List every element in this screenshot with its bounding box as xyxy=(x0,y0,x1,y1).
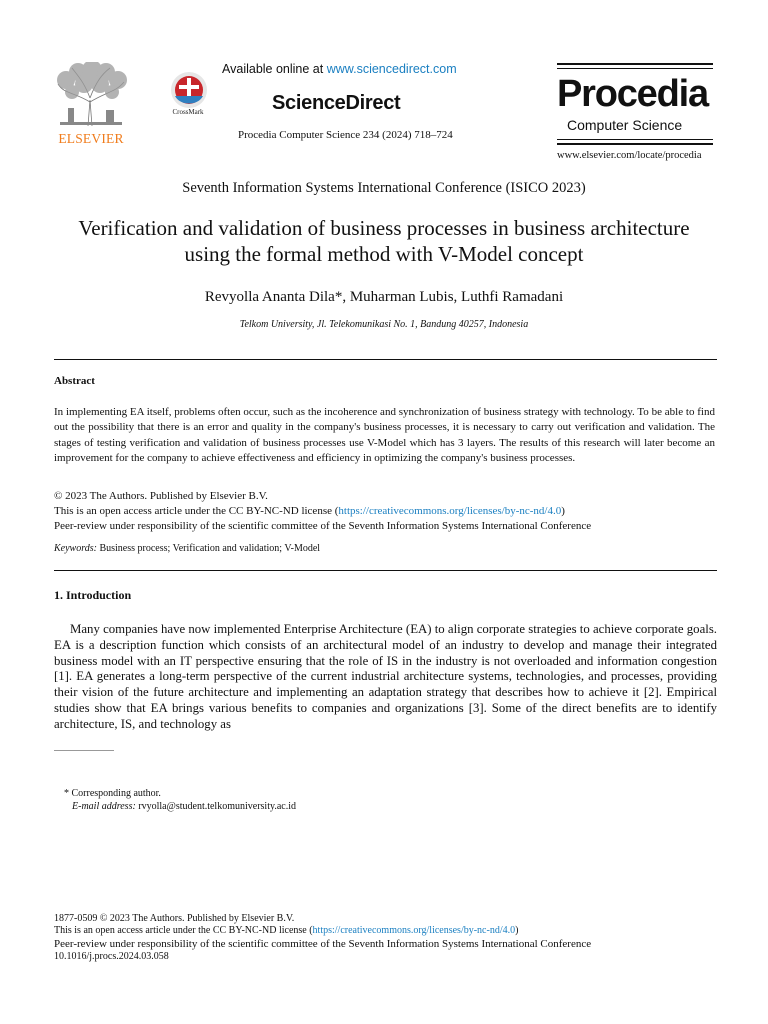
license-link[interactable]: https://creativecommons.org/licenses/by-nc-nd/4.0 xyxy=(338,505,562,517)
footer-license-link[interactable]: https://creativecommons.org/licenses/by-nc-nd/4.0 xyxy=(312,925,516,936)
journal-reference: Procedia Computer Science 234 (2024) 718–724 xyxy=(238,129,453,141)
sciencedirect-wordmark: ScienceDirect xyxy=(272,92,401,114)
footer-license-prefix: This is an open access article under the CC BY-NC-ND license ( xyxy=(54,925,313,936)
abstract-text: In implementing EA itself, problems often occur, such as the incoherence and synchronization of business strategy with technology. To be able to find out the possibility that there is an error and quality in the company's business processes, it is necessary to carry out verification and validation. The stages of testing verification and validation of business processes use V-Model which has 3 layers. The results of this research will later become an improvement for the company to achieve effectiveness and efficiency in optimizing the company's business processes. xyxy=(54,406,715,464)
section-heading-introduction: 1. Introduction xyxy=(54,588,132,602)
keywords-label: Keywords: xyxy=(54,543,97,554)
crossmark-label: CrossMark xyxy=(172,108,204,116)
abstract-heading: Abstract xyxy=(54,375,95,387)
footer-license xyxy=(54,925,518,937)
footnote-rule xyxy=(54,750,114,751)
footer-doi[interactable]: 10.1016/j.procs.2024.03.058 xyxy=(54,951,169,962)
license-prefix: This is an open access article under the CC BY-NC-ND license ( xyxy=(54,505,339,517)
publisher-wordmark: ELSEVIER xyxy=(58,131,124,146)
email-note xyxy=(72,801,296,812)
keywords-line xyxy=(54,543,320,554)
license-line xyxy=(54,504,565,519)
procedia-bottom-rule xyxy=(557,139,713,145)
copyright-line: © 2023 The Authors. Published by Elsevier B.V. xyxy=(54,490,268,502)
introduction-paragraph: Many companies have now implemented Enterprise Architecture (EA) to align corporate strategies to achieve corporate goals. EA is a description function which consists of an architectural model of an industry to develop and manage their integrated business model with an IT perspective ensuring that the role of IS in the industry is not overloaded and information congestion [1]. EA generates a long-term perspective of the current industrial architecture systems, technologies, and processes, providing their vision of the future architecture and implementing an adaptation strategy that describes how to achieve it [2]. Empirical studies show that EA brings various benefits to companies and organizations [3]. Some of the direct benefits are to identify architecture, IS, and technology as xyxy=(54,622,717,731)
footer-issn: 1877-0509 © 2023 The Authors. Published by Elsevier B.V. xyxy=(54,913,295,924)
license-suffix: ) xyxy=(561,505,565,517)
procedia-top-rule xyxy=(557,63,713,69)
author-affiliation: Telkom University, Jl. Telekomunikasi No. 1, Bandung 40257, Indonesia xyxy=(239,319,529,330)
conference-name: Seventh Information Systems International Conference (ISICO 2023) xyxy=(182,180,586,196)
peer-review-line: Peer-review under responsibility of the scientific committee of the Seventh Information Systems International Conference xyxy=(54,520,592,532)
procedia-subtitle: Computer Science xyxy=(567,117,683,133)
paper-title: Verification and validation of business processes in business architecture using the formal method with V-Model concept xyxy=(78,216,690,266)
available-prefix: Available online at xyxy=(222,62,327,76)
journal-url-link[interactable]: www.elsevier.com/locate/procedia xyxy=(557,150,702,161)
keywords-list: Business process; Verification and validation; V-Model xyxy=(96,543,321,554)
footer-license-suffix: ) xyxy=(515,925,519,936)
procedia-wordmark: Procedia xyxy=(557,73,708,115)
footer-peer-review: Peer-review under responsibility of the scientific committee of the Seventh Information Systems International Conference xyxy=(54,938,592,950)
available-online-line xyxy=(222,62,457,76)
abstract-top-rule xyxy=(54,359,717,360)
email-address[interactable]: rvyolla@student.telkomuniversity.ac.id xyxy=(135,801,296,812)
corresponding-author-note: * Corresponding author. xyxy=(64,788,161,799)
sciencedirect-link[interactable]: www.sciencedirect.com xyxy=(326,62,457,76)
abstract-bottom-rule xyxy=(54,570,717,571)
email-label: E-mail address: xyxy=(72,801,136,812)
author-list: Revyolla Ananta Dila*, Muharman Lubis, Luthfi Ramadani xyxy=(204,289,564,305)
